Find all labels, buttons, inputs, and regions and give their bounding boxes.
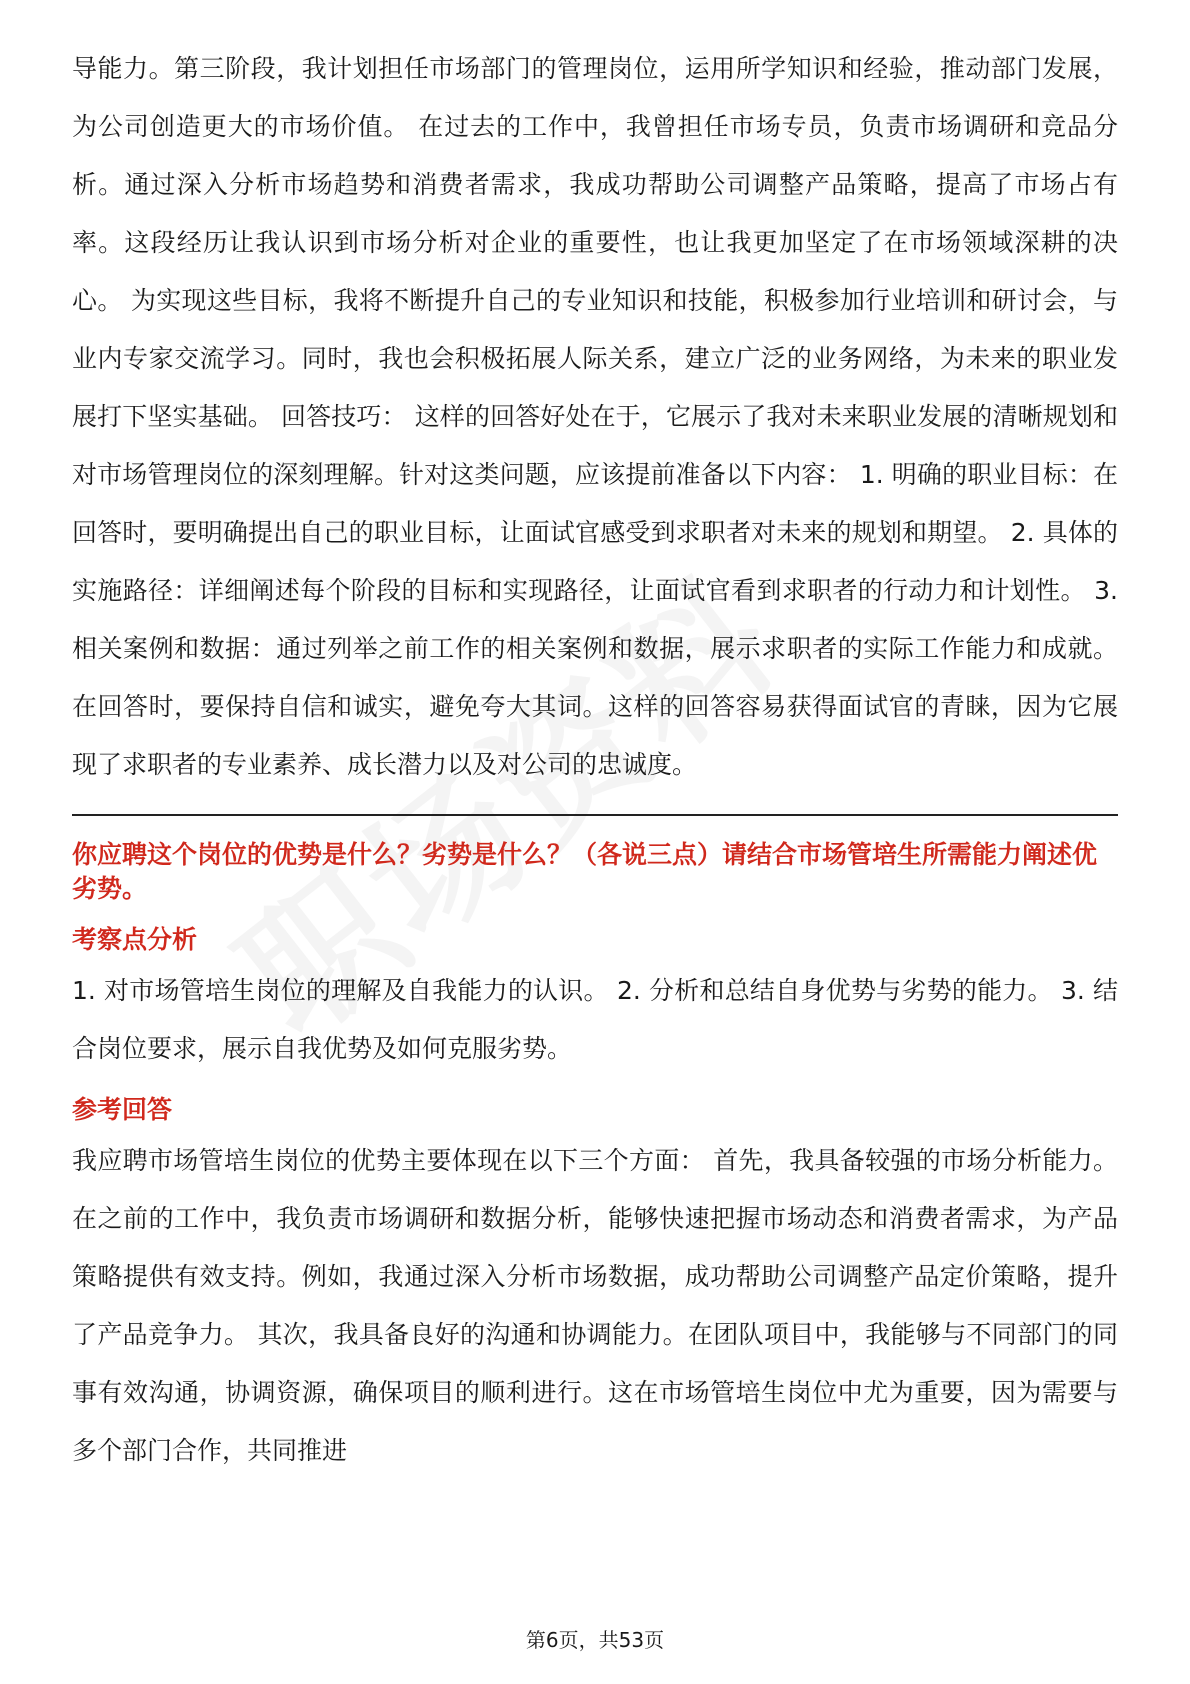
answer-title: 参考回答 <box>72 1095 173 1124</box>
document-content <box>72 40 1118 1480</box>
analysis-body: 1. 对市场管培生岗位的理解及自我能力的认识。 2. 分析和总结自身优势与劣势的能力。 3. 结合岗位要求，展示自我优势及如何克服劣势。 <box>72 976 1118 1063</box>
top-paragraph: 导能力。第三阶段，我计划担任市场部门的管理岗位，运用所学知识和经验，推动部门发展，为公司创造更大的市场价值。 在过去的工作中，我曾担任市场专员，负责市场调研和竞品分析。通过深入分析市场趋势和消费者需求，我成功帮助公司调整产品策略，提高了市场占有率。这段经历让我认识到市场分析对企业的重要性，也让我更加坚定了在市场领域深耕的决心。 为实现这些目标，我将不断提升自己的专业知识和技能，积极参加行业培训和研讨会，与业内专家交流学习。同时，我也会积极拓展人际关系，建立广泛的业务网络，为未来的职业发展打下坚实基础。 回答技巧： 这样的回答好处在于，它展示了我对未来职业发展的清晰规划和对市场管理岗位的深刻理解。针对这类问题，应该提前准备以下内容： 1. 明确的职业目标：在回答时，要明确提出自己的职业目标，让面试官感受到求职者对未来的规划和期望。 2. 具体的实施路径：详细阐述每个阶段的目标和实现路径，让面试官看到求职者的行动力和计划性。 3. 相关案例和数据：通过列举之前工作的相关案例和数据，展示求职者的实际工作能力和成就。 在回答时，要保持自信和诚实，避免夸大其词。这样的回答容易获得面试官的青睐，因为它展现了求职者的专业素养、成长潜力以及对公司的忠诚度。 <box>72 54 1118 779</box>
section-divider <box>72 814 1118 816</box>
page-number: 第6页，共53页 <box>525 1628 665 1652</box>
analysis-title: 考察点分析 <box>72 925 198 954</box>
answer-body: 我应聘市场管培生岗位的优势主要体现在以下三个方面： 首先，我具备较强的市场分析能力。在之前的工作中，我负责市场调研和数据分析，能够快速把握市场动态和消费者需求，为产品策略提供有效支持。例如，我通过深入分析市场数据，成功帮助公司调整产品定价策略，提升了产品竞争力。 其次，我具备良好的沟通和协调能力。在团队项目中，我能够与不同部门的同事有效沟通，协调资源，确保项目的顺利进行。这在市场管培生岗位中尤为重要，因为需要与多个部门合作，共同推进 <box>72 1146 1118 1465</box>
question-heading: 你应聘这个岗位的优势是什么？劣势是什么？（各说三点）请结合市场管培生所需能力阐述优劣势。 <box>72 840 1098 903</box>
